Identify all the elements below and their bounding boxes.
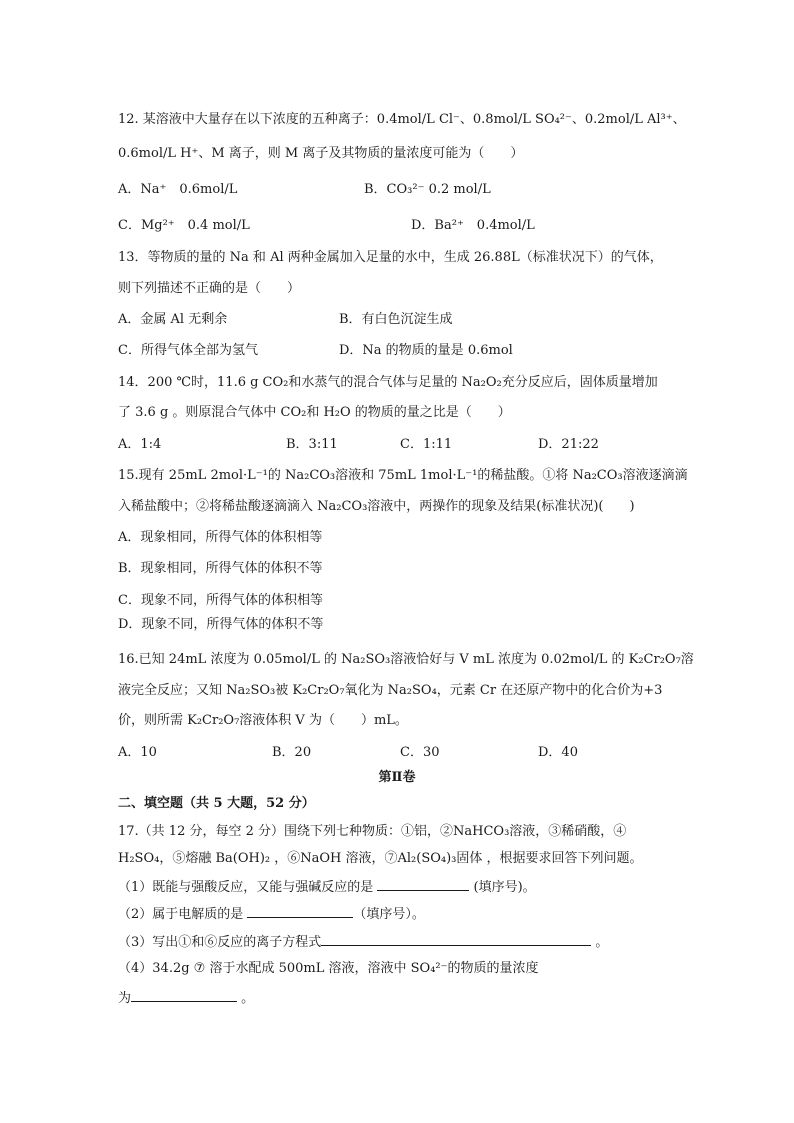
q12-option-b: B．CO₃²⁻ 0.2 mol/L — [364, 182, 491, 197]
q13-option-d: D．Na 的物质的量是 0.6mol — [339, 343, 513, 358]
q15-option-c: C．现象不同，所得气体的体积相等 — [118, 593, 323, 608]
q12-option-d: D．Ba²⁺ 0.4mol/L — [411, 218, 535, 233]
q12-option-a: A．Na⁺ 0.6mol/L — [118, 182, 238, 197]
answer-blank-3[interactable] — [321, 932, 591, 946]
answer-blank-2[interactable] — [247, 904, 353, 918]
q14-stem-line2: 了 3.6 g 。则原混合气体中 CO₂和 H₂O 的物质的量之比是（ ） — [118, 405, 511, 420]
q14-option-b: B．3:11 — [286, 437, 338, 452]
q17-subquestion-4-line1: （4）34.2g ⑦ 溶于水配成 500mL 溶液，溶液中 SO₄²⁻的物质的量浓度 — [118, 961, 539, 976]
q17-stem-line1: 17.（共 12 分，每空 2 分）围绕下列七种物质：①铝，②NaHCO₃溶液，③稀硝酸，④ — [118, 824, 627, 839]
section2-title: 第Ⅱ卷 — [378, 770, 416, 785]
q17-subquestion-1 — [118, 877, 536, 897]
q17-s1-suffix: (填序号)。 — [469, 880, 536, 895]
q12-stem-line1: 12. 某溶液中大量存在以下浓度的五种离子：0.4mol/L Cl⁻、0.8mol/L SO₄²⁻、0.2mol/L Al³⁺、 — [118, 112, 686, 127]
section2-heading: 二、填空题（共 5 大题，52 分） — [118, 796, 315, 811]
q16-option-c: C．30 — [400, 745, 440, 760]
q13-option-a: A．金属 Al 无剩余 — [118, 312, 228, 327]
q16-option-a: A．10 — [118, 745, 157, 760]
q17-s1-text: （1）既能与强酸反应，又能与强碱反应的是 — [118, 880, 378, 895]
q14-option-d: D．21:22 — [538, 437, 599, 452]
q13-stem-line2: 则下列描述不正确的是（ ） — [118, 281, 301, 296]
q13-stem-line1: 13．等物质的量的 Na 和 Al 两种金属加入足量的水中，生成 26.88L（标准状况下）的气体， — [118, 250, 663, 265]
q16-stem-line2: 液完全反应；又知 Na₂SO₃被 K₂Cr₂O₇氧化为 Na₂SO₄，元素 Cr 在还原产物中的化合价为+3 — [118, 683, 663, 698]
q13-option-b: B．有白色沉淀生成 — [339, 312, 453, 327]
q17-stem-line2: H₂SO₄，⑤熔融 Ba(OH)₂ ，⑥NaOH 溶液，⑦Al₂(SO₄)₃固体 ，根据要求回答下列问题。 — [118, 851, 643, 866]
q15-option-d: D．现象不同，所得气体的体积不等 — [118, 617, 324, 632]
q16-option-b: B．20 — [272, 745, 312, 760]
q17-s3-text: （3）写出①和⑥反应的离子方程式 — [118, 935, 322, 950]
q13-option-c: C．所得气体全部为氢气 — [118, 343, 258, 358]
q14-stem-line1: 14．200 ℃时，11.6 g CO₂和水蒸气的混合气体与足量的 Na₂O₂充分反应后，固体质量增加 — [118, 375, 658, 390]
q17-subquestion-3 — [118, 932, 608, 952]
q17-s4-text: 为 — [118, 991, 132, 1006]
q17-s2-text: （2）属于电解质的是 — [118, 907, 248, 922]
q16-option-d: D．40 — [538, 745, 578, 760]
q17-s4-suffix: 。 — [237, 991, 255, 1006]
q14-option-a: A．1:4 — [118, 437, 162, 452]
q15-stem-line2: 入稀盐酸中；②将稀盐酸逐滴滴入 Na₂CO₃溶液中，两操作的现象及结果(标准状况)( ) — [118, 499, 635, 514]
q15-option-b: B．现象相同，所得气体的体积不等 — [118, 561, 323, 576]
answer-blank-1[interactable] — [377, 877, 469, 891]
q16-stem-line1: 16.已知 24mL 浓度为 0.05mol/L 的 Na₂SO₃溶液恰好与 V mL 浓度为 0.02mol/L 的 K₂Cr₂O₇溶 — [118, 652, 694, 667]
answer-blank-4[interactable] — [131, 988, 237, 1002]
q17-subquestion-2 — [118, 904, 425, 924]
q17-subquestion-4-line2 — [118, 988, 254, 1008]
q17-s2-suffix: （填序号）。 — [353, 907, 425, 922]
q15-stem-line1: 15.现有 25mL 2mol·L⁻¹的 Na₂CO₃溶液和 75mL 1mol·L⁻¹的稀盐酸。①将 Na₂CO₃溶液逐滴滴 — [118, 468, 688, 483]
q14-option-c: C．1:11 — [400, 437, 453, 452]
q16-stem-line3: 价，则所需 K₂Cr₂O₇溶液体积 V 为（ ）mL。 — [118, 713, 408, 728]
q12-stem-line2: 0.6mol/L H⁺、M 离子，则 M 离子及其物质的量浓度可能为（ ） — [118, 146, 524, 161]
q12-option-c: C．Mg²⁺ 0.4 mol/L — [118, 218, 250, 233]
q15-option-a: A．现象相同，所得气体的体积相等 — [118, 530, 323, 545]
q17-s3-suffix: 。 — [591, 935, 609, 950]
